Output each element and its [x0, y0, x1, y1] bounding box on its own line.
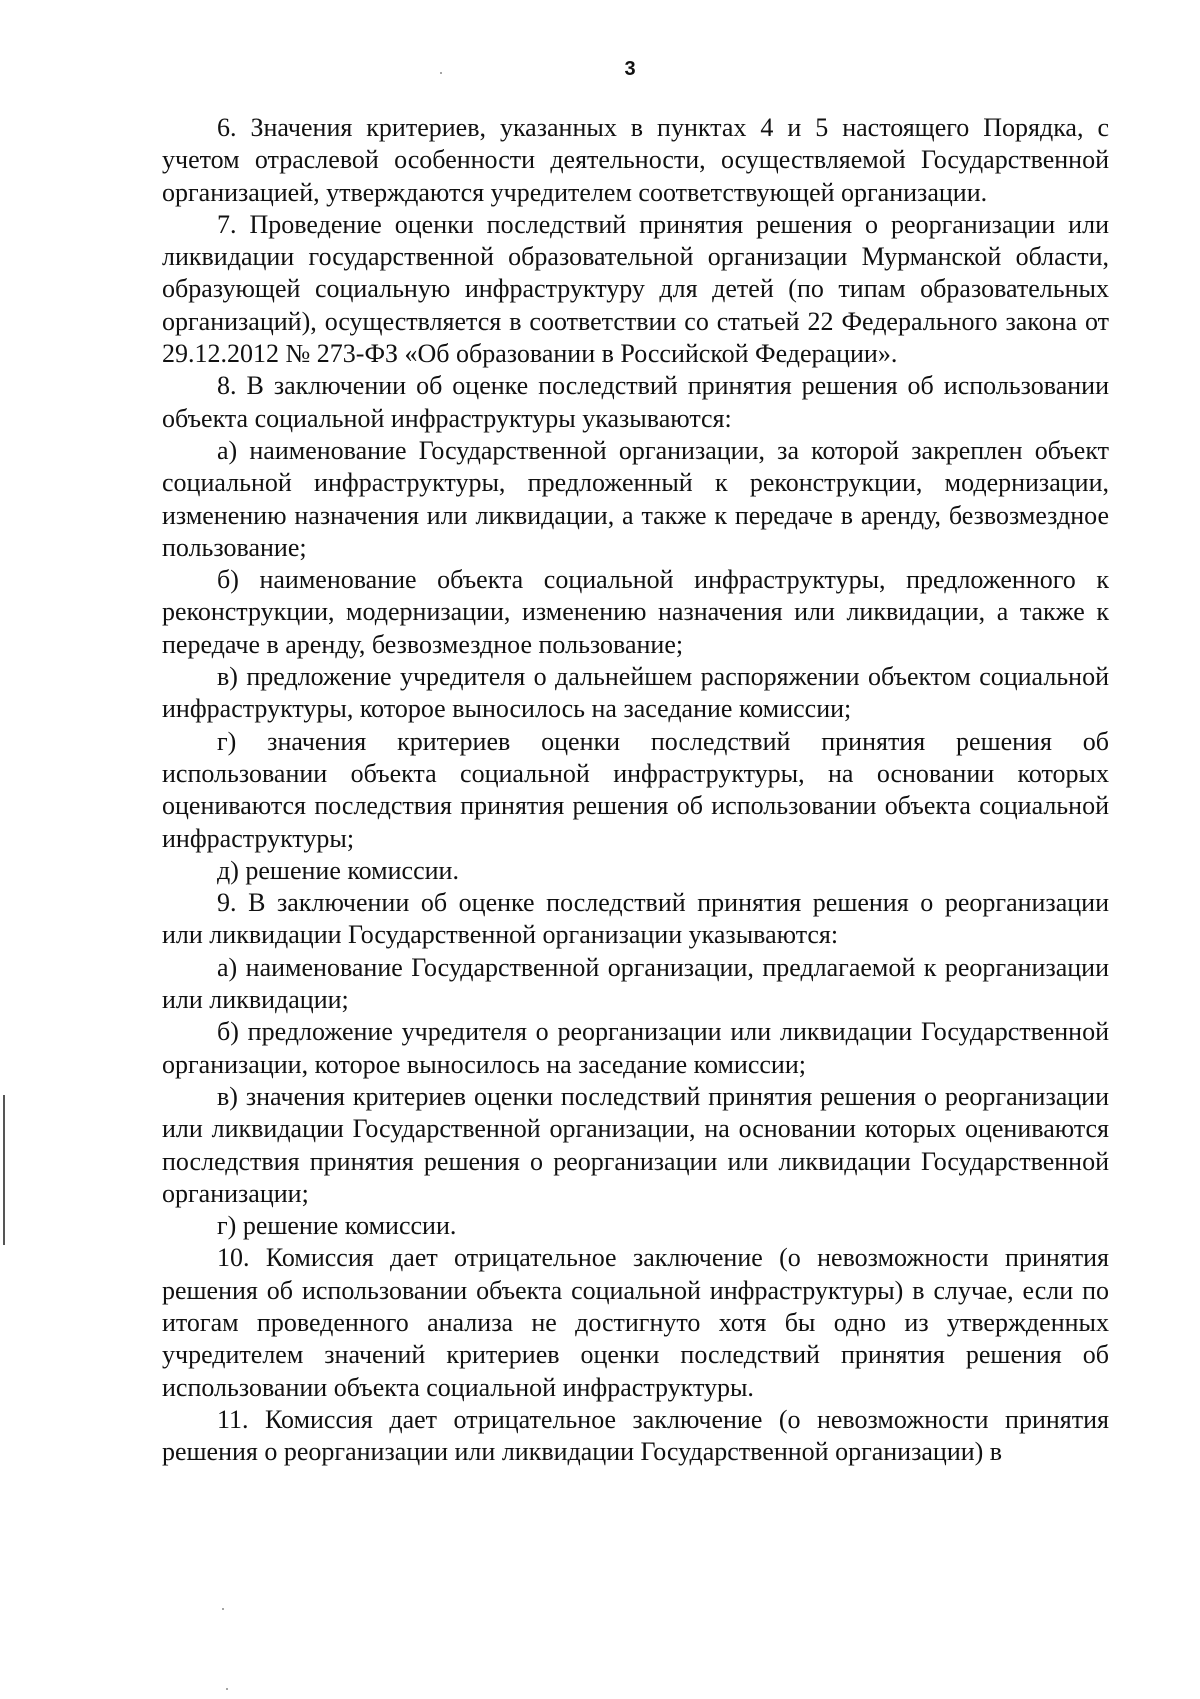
- paragraph-8-v: в) предложение учредителя о дальнейшем распоряжении объектом социальной инфраструктуры, которое выносилось на заседание комиссии;: [162, 662, 1109, 724]
- paragraph-9-a: а) наименование Государственной организации, предлагаемой к реорганизации или ликвидации;: [162, 952, 1109, 1015]
- paragraph-6: 6. Значения критериев, указанных в пунктах 4 и 5 настоящего Порядка, с учетом отраслевой особенности деятельности, осуществляемой Государственной организацией, утверждаются учредителем соответствующей организации.: [162, 113, 1109, 207]
- paragraph-8-b: б) наименование объекта социальной инфраструктуры, предложенного к реконструкции, модернизации, изменению назначения или ликвидации, а также к передаче в аренду, безвозмездное пользование;: [162, 565, 1109, 659]
- scan-speck: [222, 1608, 224, 1610]
- paragraph-9-g: г) решение комиссии.: [217, 1211, 457, 1241]
- page-number: 3: [624, 58, 636, 80]
- paragraph-9-v: в) значения критериев оценки последствий принятия решения о реорганизации или ликвидации Государственной организации, на основании которых оцениваются последствия принятия решения о реорганизации или ликвидации Государственной организации;: [162, 1081, 1109, 1208]
- paragraph-8-a: а) наименование Государственной организации, за которой закреплен объект социальной инфраструктуры, предложенный к реконструкции, модернизации, изменению назначения или ликвидации, а также к передаче в аренду, безвозмездное пользование;: [162, 435, 1109, 562]
- scan-speck: [226, 1688, 228, 1690]
- document-body: [162, 112, 1109, 1468]
- paragraph-9: 9. В заключении об оценке последствий принятия решения о реорганизации или ликвидации Государственной организации указываются:: [162, 888, 1109, 950]
- scan-speck: [440, 72, 442, 74]
- paragraph-7: 7. Проведение оценки последствий принятия решения о реорганизации или ликвидации государственной образовательной организации Мурманской области, образующей социальную инфраструктуру для детей (по типам образовательных организаций), осуществляется в соответствии со статьей 22 Федерального закона от 29.12.2012 № 273-ФЗ «Об образовании в Российской Федерации».: [162, 209, 1109, 369]
- paragraph-8-d: д) решение комиссии.: [217, 855, 459, 885]
- scan-margin-line: [3, 1095, 5, 1245]
- paragraph-9-b: б) предложение учредителя о реорганизации или ликвидации Государственной организации, которое выносилось на заседание комиссии;: [162, 1017, 1109, 1079]
- paragraph-8-g: г) значения критериев оценки последствий принятия решения об использовании объекта социальной инфраструктуры, на основании которых оцениваются последствия принятия решения об использовании объекта социальной инфраструктуры;: [162, 726, 1109, 853]
- paragraph-11: 11. Комиссия дает отрицательное заключение (о невозможности принятия решения о реорганизации или ликвидации Государственной организации) в: [162, 1404, 1109, 1467]
- paragraph-10: 10. Комиссия дает отрицательное заключение (о невозможности принятия решения об использовании объекта социальной инфраструктуры) в случае, если по итогам проведенного анализа не достигнуто хотя бы одно из утвержденных учредителем значений критериев оценки последствий принятия решения об использовании объекта социальной инфраструктуры.: [162, 1243, 1109, 1402]
- paragraph-8: 8. В заключении об оценке последствий принятия решения об использовании объекта социальной инфраструктуры указываются:: [162, 371, 1109, 433]
